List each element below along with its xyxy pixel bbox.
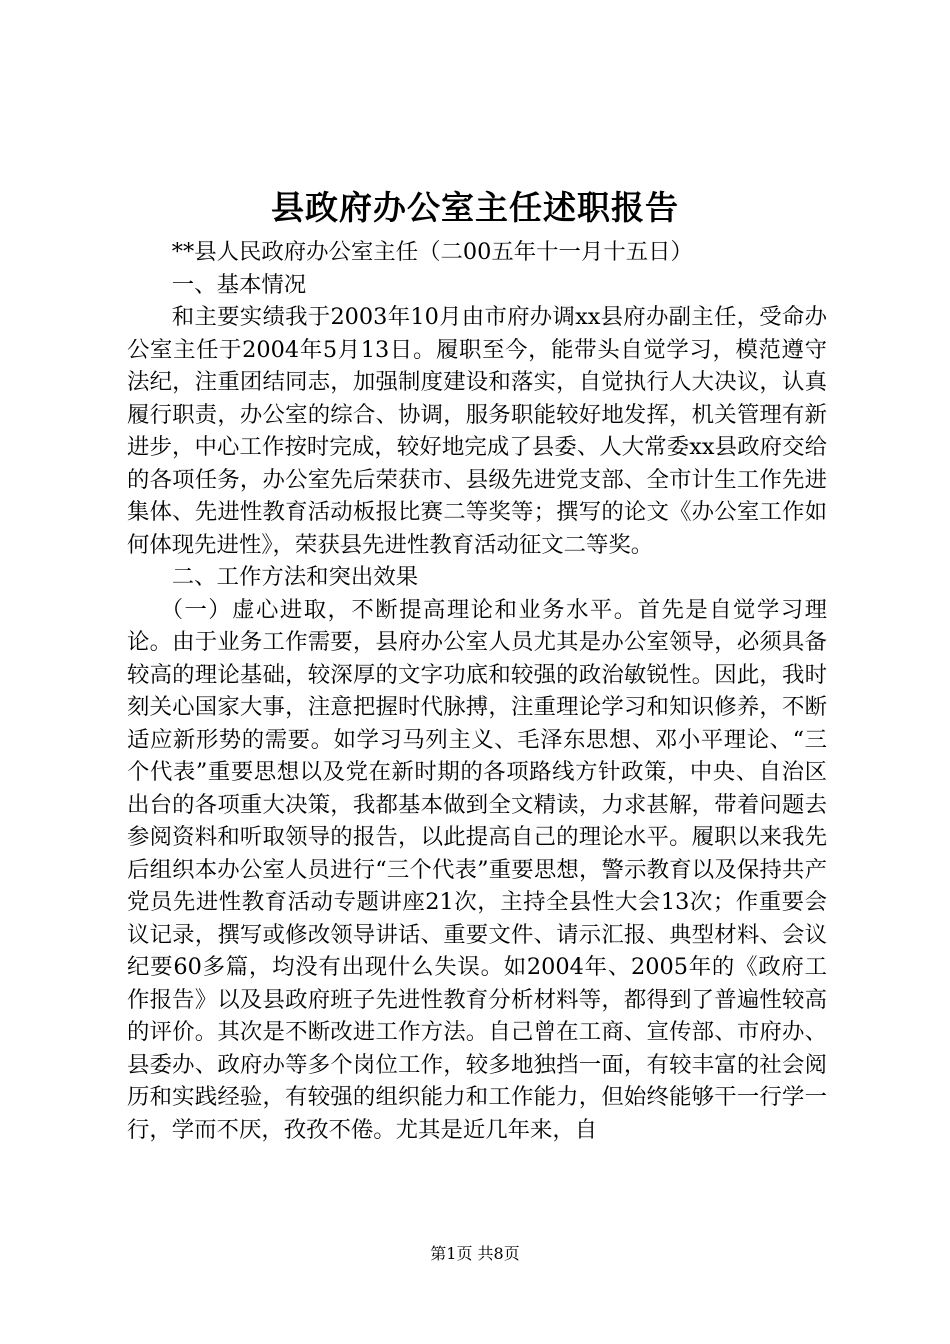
section-heading-basic: 一、基本情况	[171, 271, 307, 298]
section-heading-methods: 二、工作方法和突出效果	[171, 564, 419, 590]
page-footer: 第1页 共8页	[430, 1244, 520, 1263]
body-paragraph: （一）虚心进取，不断提高理论和业务水平。首先是自觉学习理论。由于业务工作需要，县府办公室人员尤其是办公室领导，必须具备较高的理论基础，较深厚的文字功底和较强的政治敏锐性。因此，我时刻关心国家大事，注意把握时代脉搏，注重理论学习和知识修养，不断适应新形势的需要。如学习马列主义、毛泽东思想、邓小平理论、“三个代表”重要思想以及党在新时期的各项路线方针政策，中央、自治区出台的各项重大决策，我都基本做到全文精读，力求甚解，带着问题去参阅资料和听取领导的报告，以此提高自己的理论水平。履职以来我先后组织本办公室人员进行“三个代表”重要思想，警示教育以及保持共产党员先进性教育活动专题讲座21次，主持全县性大会13次；作重要会议记录，撰写或修改领导讲话、重要文件、请示汇报、典型材料、会议纪要60多篇，均没有出现什么失误。如2004年、2005年的《政府工作报告》以及县政府班子先进性教育分析材料等，都得到了普遍性较高的评价。其次是不断改进工作方法。自己曾在工商、宣传部、市府办、县委办、政府办等多个岗位工作，较多地独挡一面，有较丰富的社会阅历和实践经验，有较强的组织能力和工作能力，但始终能够干一行学一行，学而不厌，孜孜不倦。尤其是近几年来，自	[127, 596, 827, 1143]
document-body	[127, 236, 827, 1146]
body-paragraph: 和主要实绩我于2003年10月由市府办调xx县府办副主任，受命办公室主任于2004年5月13日。履职至今，能带头自觉学习，模范遵守法纪，注重团结同志，加强制度建设和落实，自觉执行人大决议，认真履行职责，办公室的综合、协调，服务职能较好地发挥，机关管理有新进步，中心工作按时完成，较好地完成了县委、人大常委xx县政府交给的各项任务，办公室先后荣获市、县级先进党支部、全市计生工作先进集体、先进性教育活动板报比赛二等奖等；撰写的论文《办公室工作如何体现先进性》，荣获县先进性教育活动征文二等奖。	[127, 304, 827, 558]
document-title: 县政府办公室主任述职报告	[271, 188, 679, 227]
byline-paragraph: **县人民政府办公室主任（二00五年十一月十五日）	[171, 239, 693, 265]
